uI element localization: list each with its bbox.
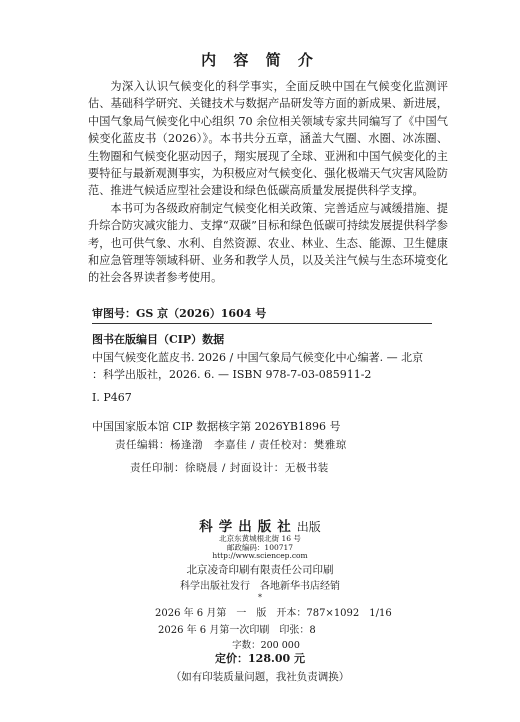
word-count: 字数：200 000	[232, 640, 300, 651]
printing-line: 2026 年 6 月第一次印刷 印张：8	[158, 625, 316, 636]
page-title: 内 容 简 介	[201, 51, 319, 69]
editors-line: 责任编辑：杨逢渤 李嘉佳 / 责任校对：樊雅琼	[115, 439, 347, 451]
edition-line: 2026 年 6 月第 一 版 开本：787×1092 1/16	[155, 608, 392, 619]
production-line: 责任印制：徐晓晨 / 封面设计：无极书装	[130, 462, 329, 474]
intro-paragraph-2: 本书可为各级政府制定气候变化相关政策、完善适应与减缓措施、提升综合防灾减灾能力、支撑“双碳”目标和绿色低碳可持续发展提供科学参考，也可供气象、水利、自然资源、农业、林业、生态、能源、卫生健康和应急管理等领域科研、业务和教学人员，以及关注气候与生态环境变化的社会各界读者参考使用。	[88, 201, 448, 285]
publisher-postcode: 邮政编码：100717	[226, 543, 294, 552]
distribution-line: 科学出版社发行 各地新华书店经销	[180, 581, 340, 592]
publisher-name	[0, 515, 520, 535]
cip-check-number: 中国国家版本馆 CIP 数据核字第 2026YB1896 号	[92, 420, 341, 433]
map-review-number: 审图号：GS 京（2026）1604 号	[92, 307, 267, 320]
cip-title: 图书在版编目（CIP）数据	[92, 333, 225, 346]
quality-note: （如有印装质量问题，我社负责调换）	[170, 671, 350, 683]
separator-star: *	[258, 593, 262, 602]
publisher-suffix: 出版	[296, 520, 321, 534]
publisher-website: http://www.sciencep.com	[212, 551, 308, 560]
divider-line	[92, 323, 432, 324]
price: 定价：128.00 元	[215, 652, 305, 665]
printer-line: 北京凌奇印刷有限责任公司印刷	[186, 564, 334, 576]
cip-record: 中国气候变化蓝皮书. 2026 / 中国气象局气候变化中心编著. — 北京 ：科学出版社，2026. 6. — ISBN 978-7-03-085911-2	[92, 351, 424, 381]
publisher-address: 北京东黄城根北街 16 号	[219, 534, 301, 543]
intro-section	[88, 78, 448, 287]
cip-classification: Ⅰ. P467	[92, 391, 132, 404]
intro-paragraph-1: 为深入认识气候变化的科学事实，全面反映中国在气候变化监测评估、基础科学研究、关键技术与数据产品研发等方面的新成果、新进展，中国气象局气候变化中心组织 70 余位相关领域专家共同编写了《中国气候变化蓝皮书（2026）》。本书共分五章，涵盖大气圈、水圈、冰冻圈、生物圈和气候变化驱动因子，翔实展现了全球、亚洲和中国气候变化的主要特征与最新观测事实，为积极应对气候变化、强化极端天气灾害风险防范、推进气候适应型社会建设和绿色低碳高质量发展提供科学支撑。	[88, 80, 448, 198]
publisher-logo-text: 科学出版社	[199, 519, 297, 535]
